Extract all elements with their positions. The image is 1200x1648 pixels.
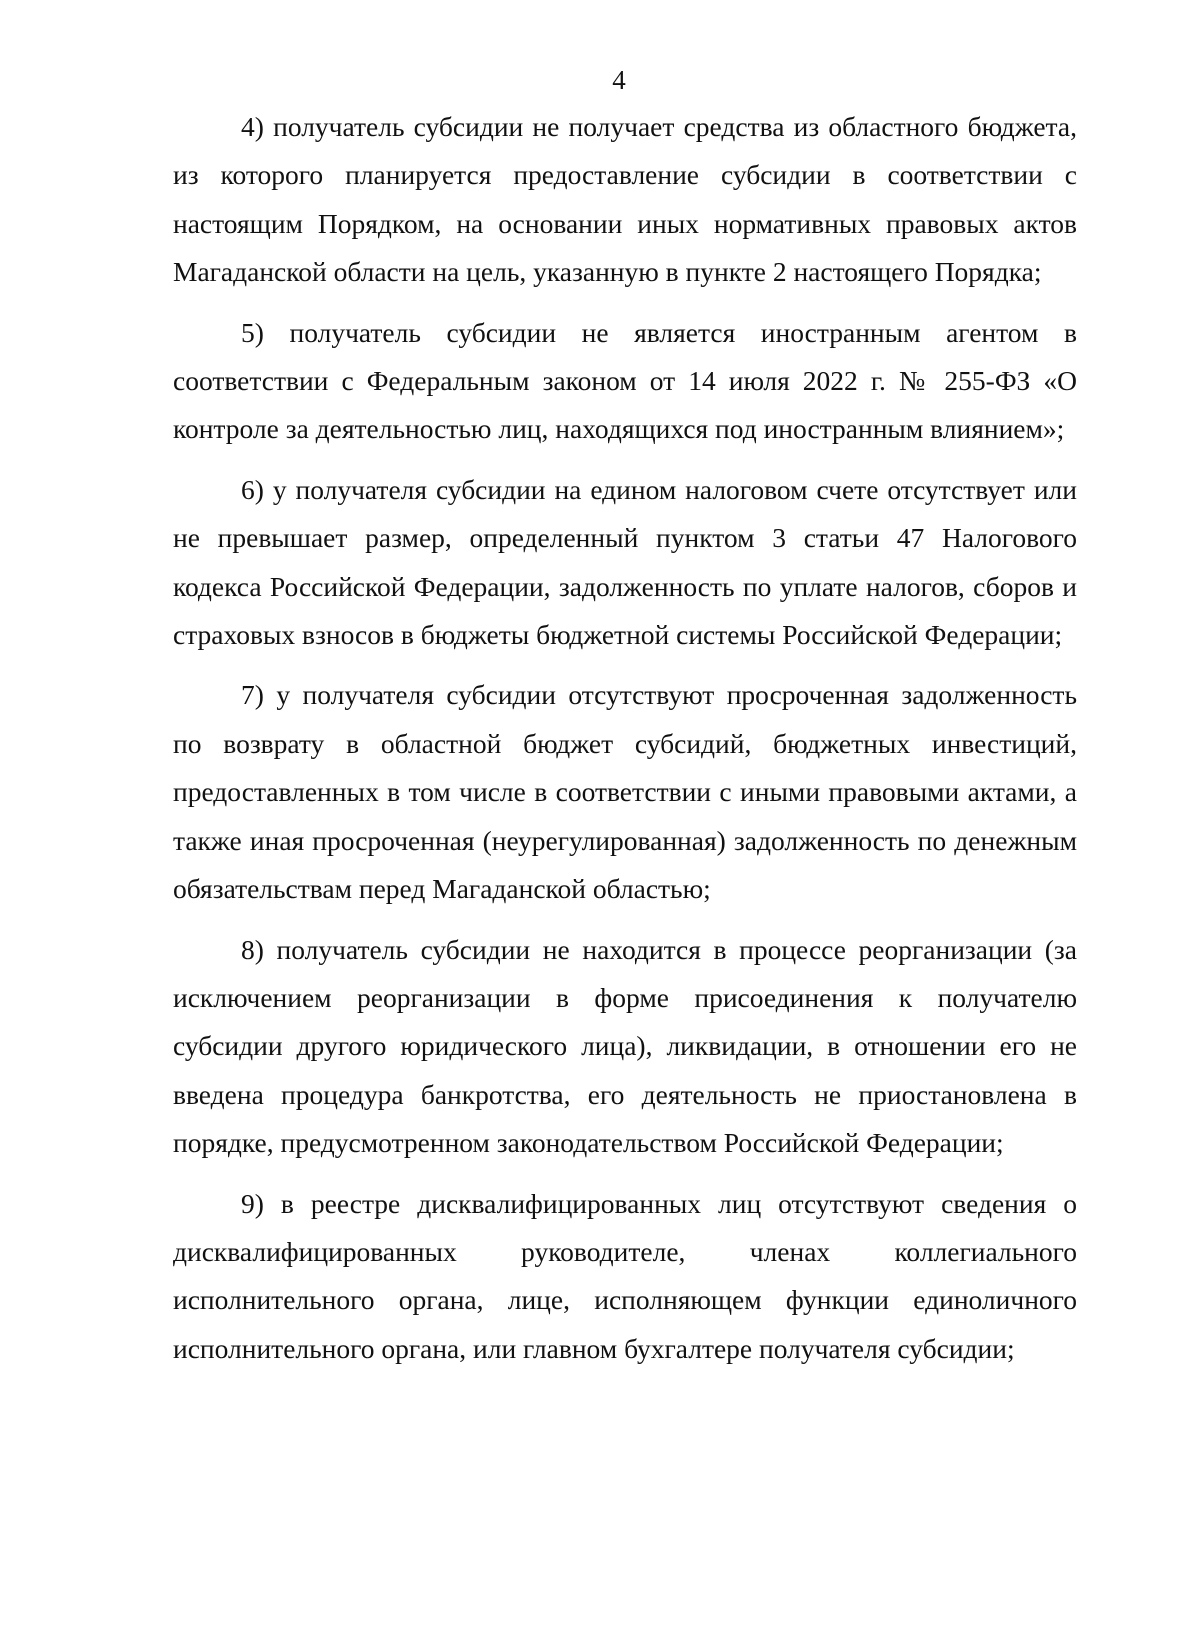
paragraph-item-7: 7) у получателя субсидии отсутствуют просроченная задолженность по возврату в областной бюджет субсидий, бюджетных инвестиций, предоставленных в том числе в соответствии с иными правовыми актами, а также иная просроченная (неурегулированная) задолженность по денежным обязательствам перед Магаданской областью; (173, 679, 1077, 905)
document-body (173, 103, 1077, 1385)
paragraph-item-6: 6) у получателя субсидии на едином налоговом счете отсутствует или не превышает размер, определенный пунктом 3 статьи 47 Налогового кодекса Российской Федерации, задолженность по уплате налогов, сборов и страховых взносов в бюджеты бюджетной системы Российской Федерации; (173, 473, 1077, 651)
page-number: 4 (612, 65, 626, 95)
paragraph-item-5: 5) получатель субсидии не является иностранным агентом в соответствии с Федеральным законом от 14 июля 2022 г. № 255-ФЗ «О контроле за деятельностью лиц, находящихся под иностранным влиянием»; (173, 316, 1077, 445)
paragraph-item-9: 9) в реестре дисквалифицированных лиц отсутствуют сведения о дисквалифицированных руководителе, членах коллегиального исполнительного органа, лице, исполняющем функции единоличного исполнительного органа, или главном бухгалтере получателя субсидии; (173, 1187, 1077, 1364)
paragraph-item-4: 4) получатель субсидии не получает средства из областного бюджета, из которого планируется предоставление субсидии в соответствии с настоящим Порядком, на основании иных нормативных правовых актов Магаданской области на цель, указанную в пункте 2 настоящего Порядка; (173, 111, 1077, 288)
paragraph-item-8: 8) получатель субсидии не находится в процессе реорганизации (за исключением реорганизации в форме присоединения к получателю субсидии другого юридического лица), ликвидации, в отношении его не введена процедура банкротства, его деятельность не приостановлена в порядке, предусмотренном законодательством Российской Федерации; (173, 933, 1077, 1159)
